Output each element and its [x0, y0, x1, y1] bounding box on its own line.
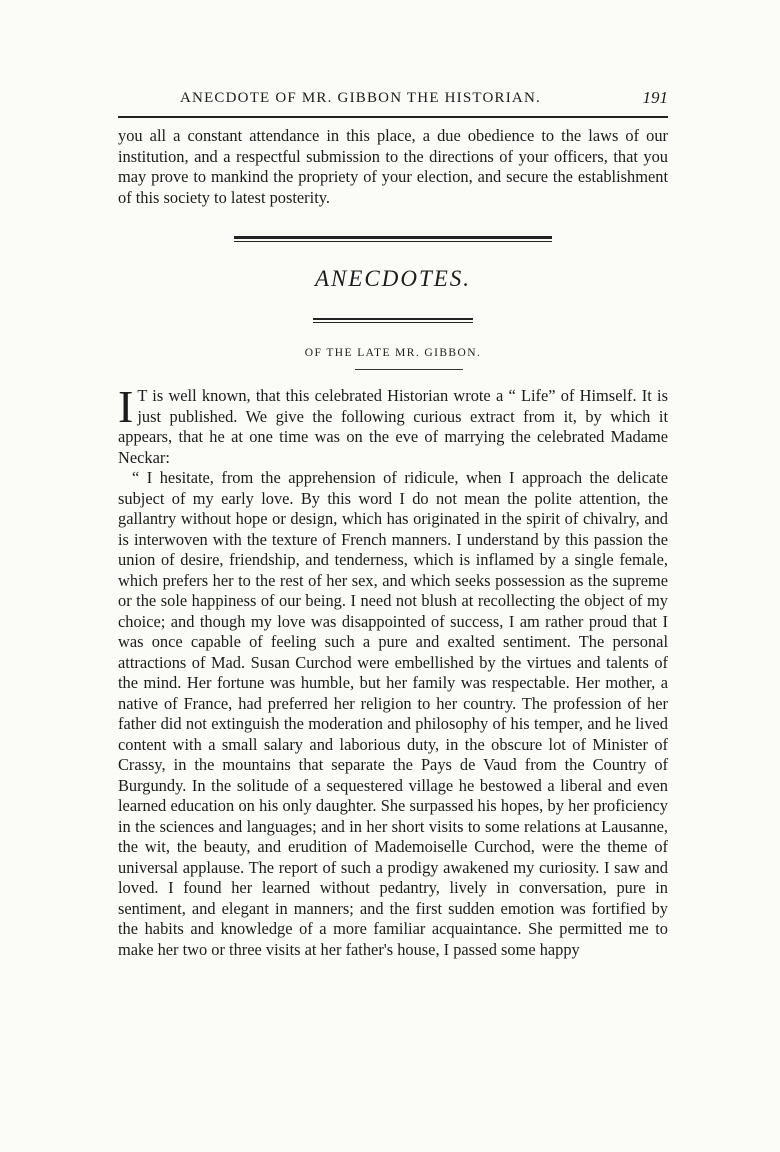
intro-paragraph: [118, 126, 668, 208]
first-paragraph: [118, 381, 668, 468]
book-page: [118, 86, 668, 960]
article-subheading: OF THE LATE MR. GIBBON.: [304, 347, 482, 359]
article-heading: ANECDOTES.: [314, 266, 472, 291]
header-rule: [118, 116, 668, 118]
heading-underline-rule: [313, 318, 473, 323]
running-head-title: ANECDOTE OF MR. GIBBON THE HISTORIAN.: [180, 90, 541, 106]
article-body: [118, 381, 668, 960]
intro-paragraph-text: you all a constant attendance in this place, a due obedience to the laws of our institution, and a respectful submission to the directions of your officers, that you may prove to mankind the propriety of your election, and secure the establishment of this society to latest posterity.: [118, 126, 668, 207]
first-paragraph-text: T is well known, that this celebrated Historian wrote a “ Life” of Himself. It is just published. We give the following curious extract from it, by which it appears, that he at one time was on the eve of marrying the celebrated Madame Neckar:: [118, 386, 668, 467]
page-number: 191: [642, 88, 668, 107]
section-divider-rule: [234, 236, 552, 242]
subheading-rule: [355, 369, 463, 370]
quote-paragraph: “ I hesitate, from the apprehension of ridicule, when I approach the delicate subject of my early love. By this word I do not mean the polite attention, the gallantry without hope or design, which has originated in the spirit of chivalry, and is interwoven with the texture of French manners. I understand by this passion the union of desire, friendship, and tenderness, which is inflamed by a single female, which prefers her to the rest of her sex, and which seeks possession as the supreme or the sole happiness of our being. I need not blush at recollecting the object of my choice; and though my love was disappointed of success, I am rather proud that I was once capable of feeling such a pure and exalted sentiment. The personal attractions of Mad. Susan Curchod were embellished by the virtues and talents of the mind. Her fortune was humble, but her family was respectable. Her mother, a native of France, had preferred her religion to her country. The profession of her father did not extinguish the moderation and philosophy of his temper, and he lived content with a small salary and laborious duty, in the obscure lot of Minister of Crassy, in the mountains that separate the Pays de Vaud from the Country of Burgundy. In the solitude of a sequestered village he bestowed a liberal and even learned education on his only daughter. She surpassed his hopes, by her proficiency in the sciences and languages; and in her short visits to some relations at Lausanne, the wit, the beauty, and erudition of Mademoiselle Curchod, were the theme of universal applause. The report of such a prodigy awakened my curiosity. I saw and loved. I found her learned without pedantry, lively in conversation, pure in sentiment, and elegant in manners; and the first sudden emotion was fortified by the habits and knowledge of a more familiar acquaintance. She permitted me to make her two or three visits at her father's house, I passed some happy: [118, 468, 668, 959]
drop-cap: I: [118, 381, 134, 432]
running-head: [118, 86, 668, 112]
